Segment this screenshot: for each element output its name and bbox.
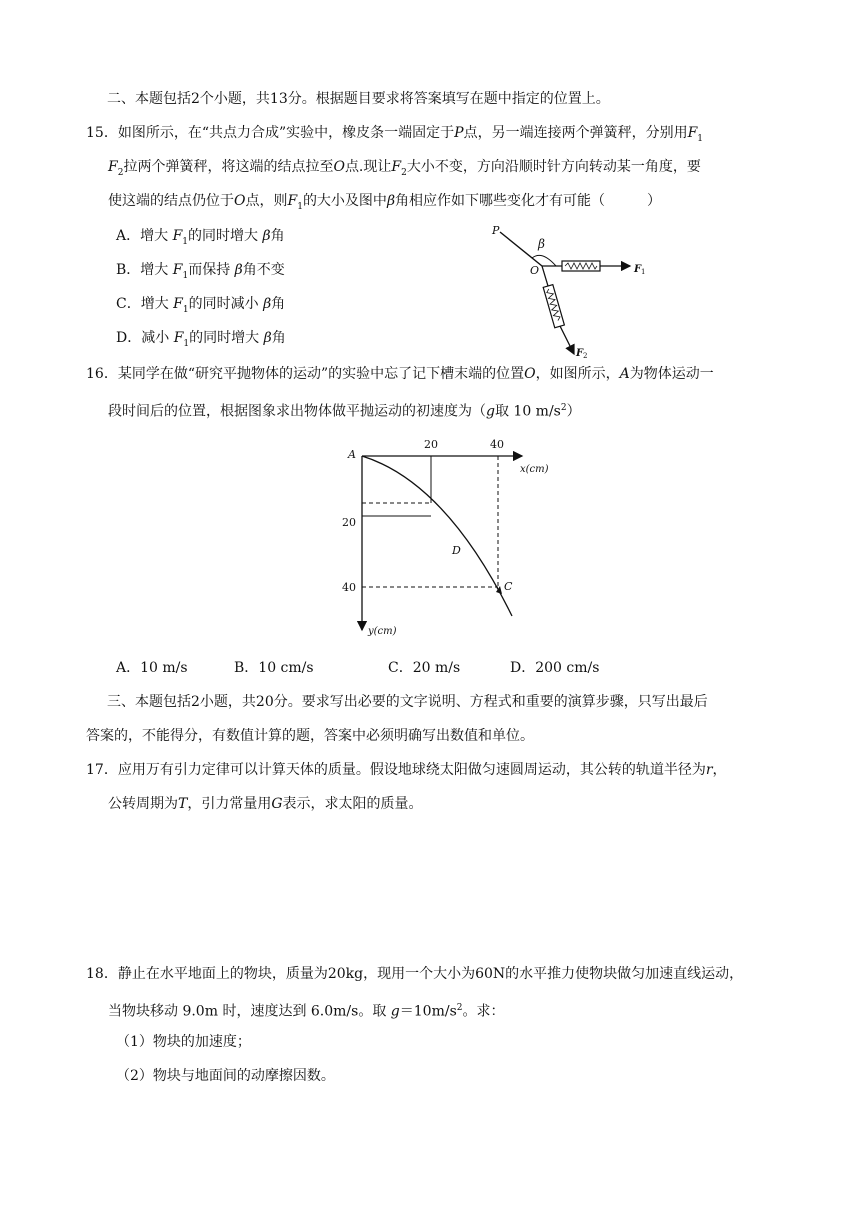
q15-var: O — [333, 159, 345, 175]
q16-line1: 16．某同学在做“研究平抛物体的运动”的实验中忘了记下槽末端的位置O，如图所示，A为物体运动一 — [86, 366, 714, 382]
q15-var: F — [391, 159, 402, 175]
q15-var: P — [454, 125, 464, 141]
trajectory-curve — [362, 456, 512, 616]
q15-text: 的大小及图中 — [302, 193, 387, 209]
label-beta: β — [538, 237, 545, 251]
q15-text: 大小不变，方向沿顺时针方向转动某一角度，要 — [406, 159, 701, 175]
x-axis-label: x(cm) — [520, 464, 549, 475]
q15-var: F — [287, 193, 298, 209]
y-tick-40: 40 — [342, 581, 356, 594]
q15-var: F — [108, 159, 118, 175]
section3-line2: 答案的，不能得分，有数值计算的题，答案中必须明确写出数值和单位。 — [86, 728, 534, 744]
y-tick-20: 20 — [342, 516, 356, 529]
q16-line2: 段时间后的位置，根据图象求出物体做平抛运动的初速度为（g取 10 $m/s^2$） — [108, 403, 581, 420]
label-o: O — [530, 264, 540, 277]
q15-var: F — [687, 125, 698, 141]
q15-option-a: A．增大 $F_1$的同时增大 β角 — [116, 228, 285, 247]
q17-number: 17． — [86, 762, 118, 778]
q18-line1: 18．静止在水平地面上的物块，质量为20kg，现用一个大小为60N的水平推力使物块做匀加速直线运动， — [86, 966, 744, 982]
rubber-band — [500, 232, 542, 266]
q15-text: 点，另一端连接两个弹簧秤，分别用 — [463, 125, 688, 141]
q15-text: 拉两个弹簧秤，将这端的结点拉至 — [123, 159, 334, 175]
label-f2: F — [576, 348, 584, 359]
q15-sub: 1 — [297, 201, 303, 212]
label-c: C — [504, 580, 513, 593]
q15-option-b: B．增大 $F_1$而保持 β角不变 — [116, 262, 285, 281]
q16-trajectory-graph — [336, 432, 566, 646]
label-a: A — [348, 448, 356, 461]
q15-option-d: D．减小 $F_1$的同时增大 β角 — [116, 330, 286, 349]
section2-header: 二、本题包括2个小题，共13分。根据题目要求将答案填写在题中指定的位置上。 — [107, 91, 610, 107]
q15-var: O — [234, 193, 246, 209]
q16-option-d: D．200 cm/s — [510, 660, 600, 676]
q17-line2: 公转周期为T，引力常量用G表示，求太阳的质量。 — [108, 796, 423, 812]
q16-option-b: B．10 cm/s — [234, 660, 314, 676]
q15-line1 — [86, 123, 703, 149]
q15-line3 — [108, 191, 661, 217]
q15-text: 使这端的结点仍位于 — [108, 193, 234, 209]
q15-sub: 2 — [401, 167, 407, 178]
label-d: D — [452, 544, 461, 557]
label-f2-sub: 2 — [583, 352, 588, 360]
y-axis-label: y(cm) — [368, 626, 397, 637]
q15-text: 如图所示，在“共点力合成”实验中，橡皮条一端固定于 — [117, 125, 455, 141]
q17-line1: 17．应用万有引力定律可以计算天体的质量。假设地球绕太阳做匀速圆周运动，其公转的轨道半径为r， — [86, 762, 727, 778]
x-tick-40: 40 — [490, 438, 504, 451]
q15-text: 点，则 — [245, 193, 288, 209]
x-tick-20: 20 — [424, 438, 438, 451]
q15-text: 角相应作如下哪些变化才有可能（ ） — [395, 193, 662, 209]
q16-number: 16． — [86, 366, 118, 382]
q15-sub: 1 — [697, 133, 704, 144]
q15-text: 点.现让 — [344, 159, 392, 175]
f2-arrow — [560, 326, 574, 354]
q15-sub: 2 — [117, 167, 124, 178]
q15-number: 15． — [86, 125, 118, 141]
q15-var: β — [386, 193, 396, 209]
q18-sub1: （1）物块的加速度； — [116, 1034, 251, 1050]
q18-line2: 当物块移动 9.0m 时，速度达到 6.0m/s。取 $g=10m/s^2$。求： — [108, 1003, 505, 1020]
label-f1-sub: 1 — [641, 268, 646, 276]
q15-option-c: C．增大 $F_1$的同时减小 β角 — [116, 296, 286, 315]
label-f1: F — [634, 264, 642, 275]
q18-number: 18． — [86, 966, 118, 982]
q16-option-a: A．10 m/s — [116, 660, 188, 676]
spring-balance-f1 — [562, 261, 600, 271]
label-p: P — [492, 224, 500, 237]
section3-line1: 三、本题包括2小题，共20分。要求写出必要的文字说明、方程式和重要的演算步骤，只写出最后 — [107, 694, 708, 710]
q18-sub2: （2）物块与地面间的动摩擦因数。 — [116, 1068, 335, 1084]
q16-option-c: C．20 m/s — [388, 660, 461, 676]
q15-line2 — [108, 157, 701, 183]
spring-balance-f2 — [543, 285, 564, 328]
q15-force-diagram — [480, 222, 660, 368]
